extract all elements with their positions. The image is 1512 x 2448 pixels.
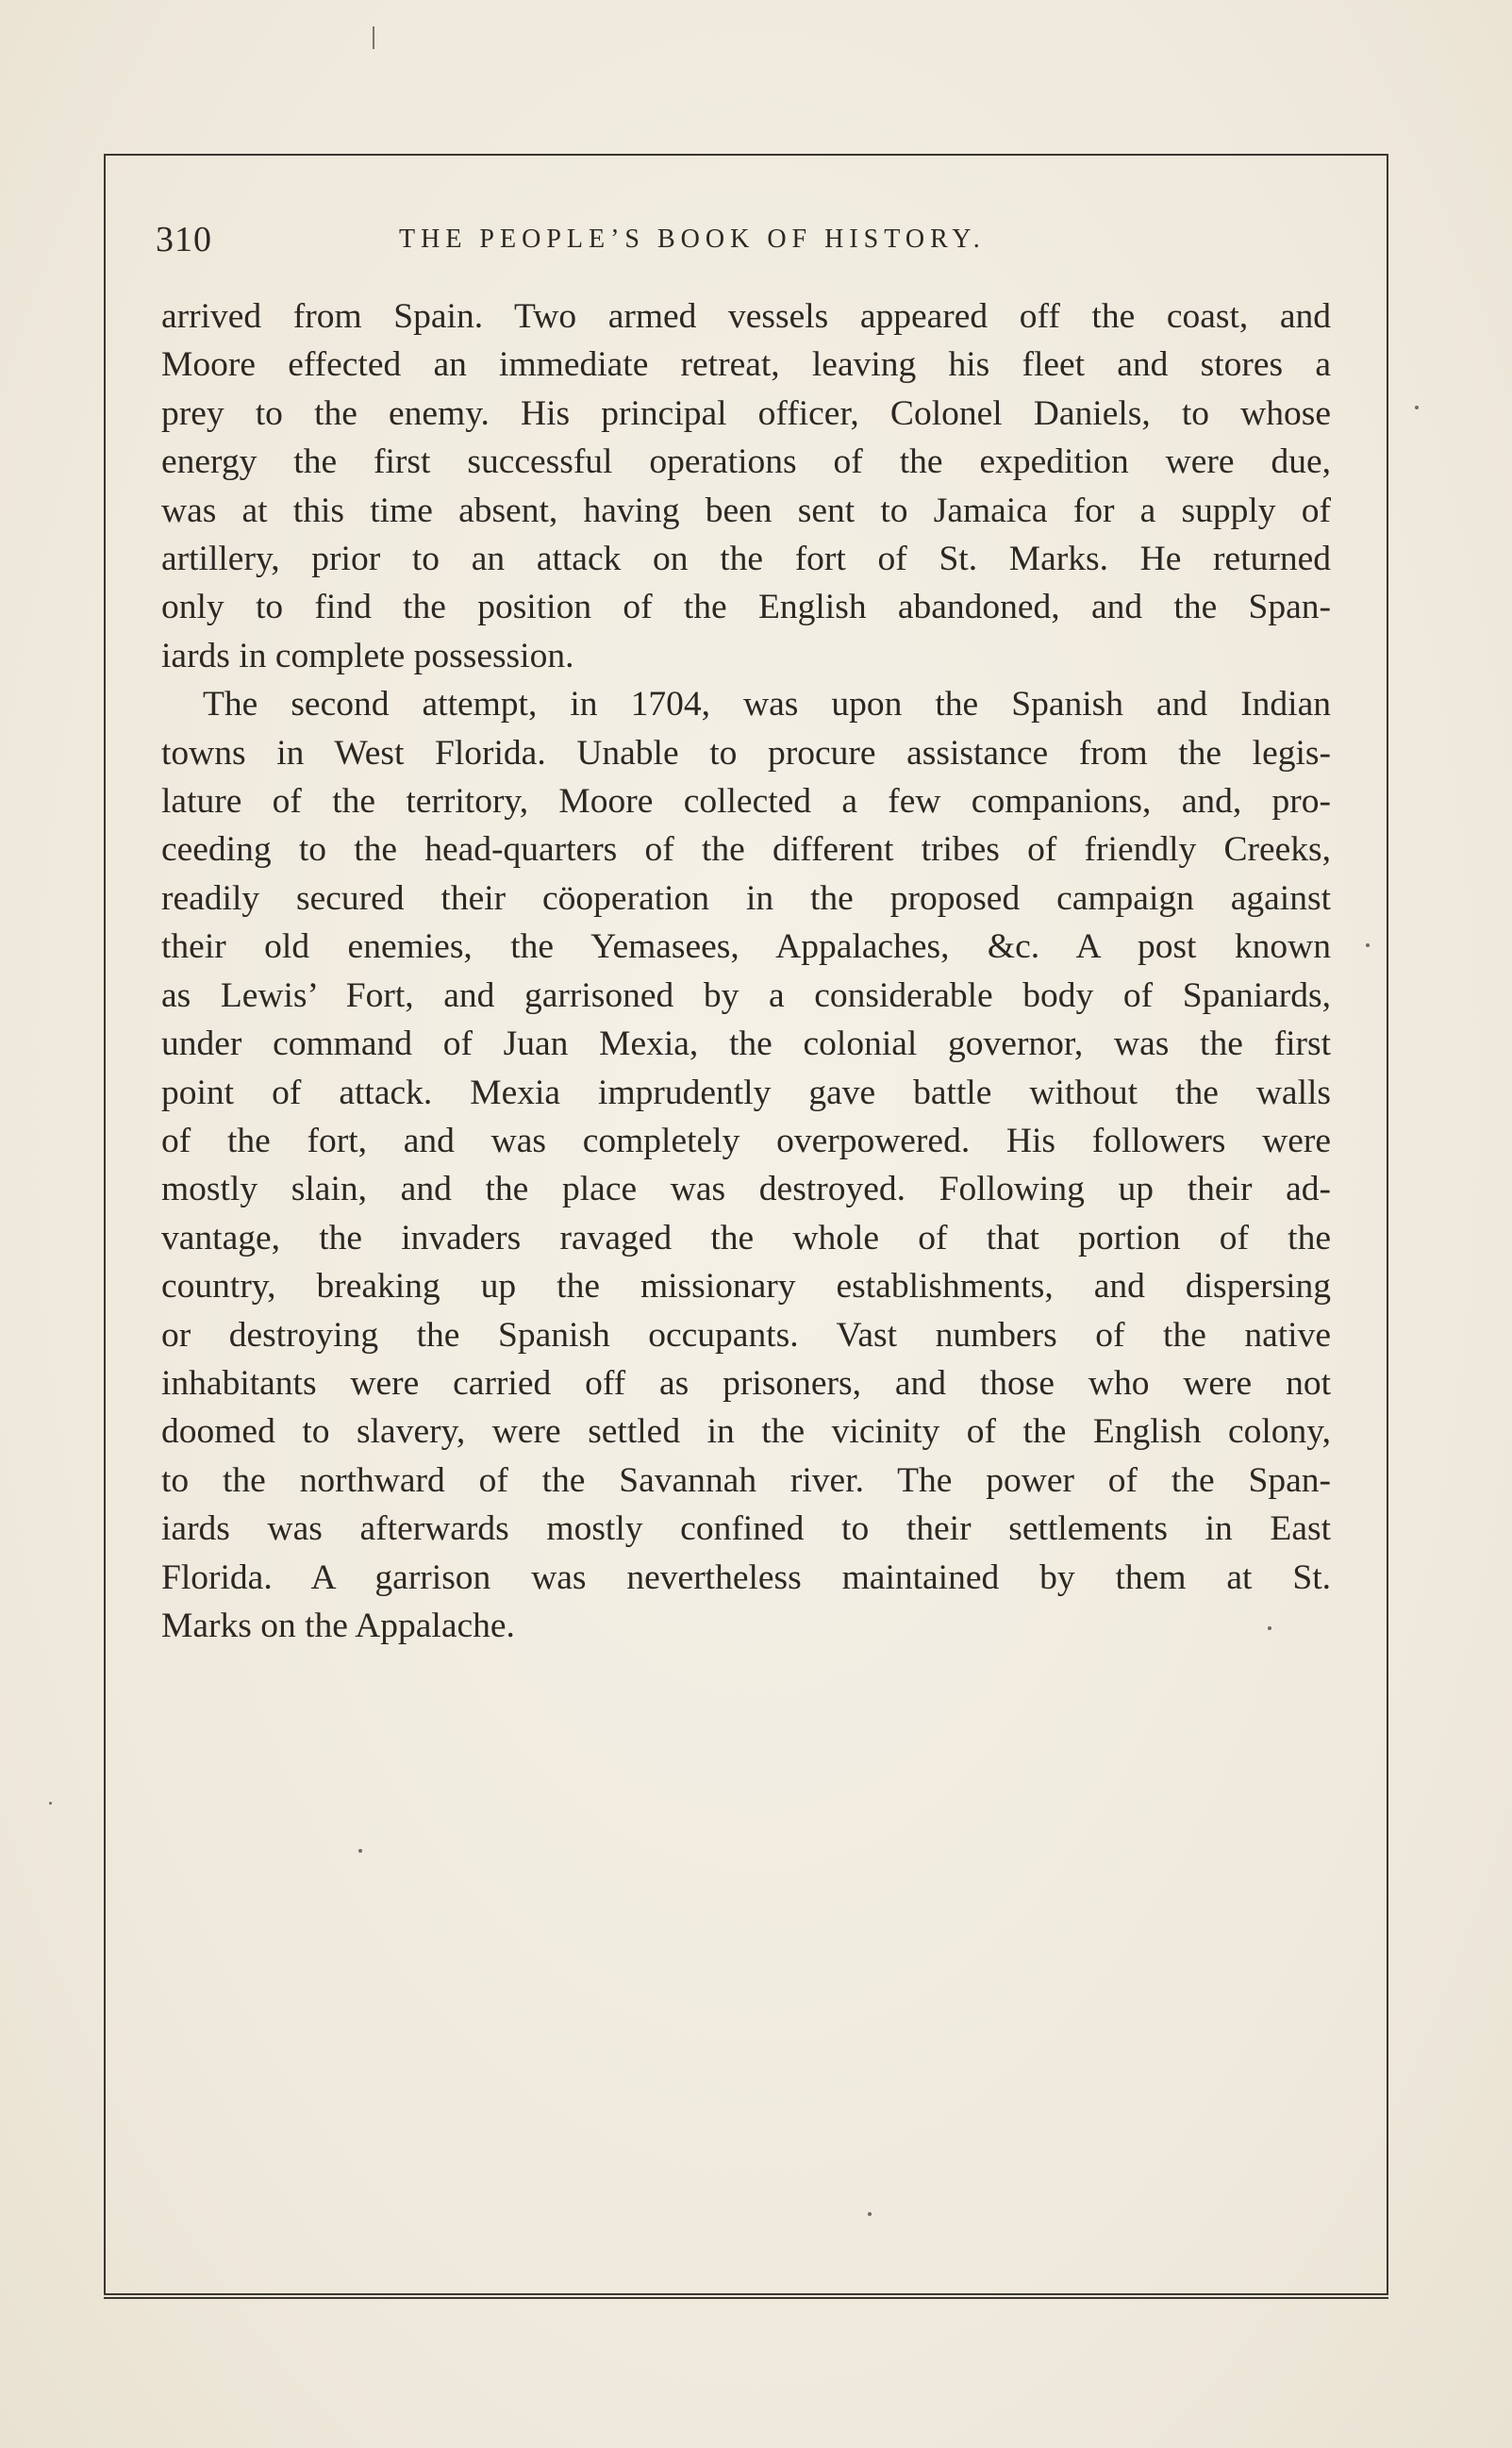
text-line: only to find the position of the English abandoned, and the Span- [161, 588, 1331, 627]
paper-speck [49, 1802, 52, 1805]
text-line: as Lewis’ Fort, and garrisoned by a considerable body of Spaniards, [161, 975, 1331, 1015]
scan-mark [373, 26, 374, 49]
text-line: prey to the enemy. His principal officer, Colonel Daniels, to whose [161, 393, 1331, 433]
text-line: inhabitants were carried off as prisoners, and those who were not [161, 1363, 1331, 1403]
text-line: arrived from Spain. Two armed vessels appeared off the coast, and [161, 297, 1331, 336]
text-line: their old enemies, the Yemasees, Appalaches, &c. A post known [161, 927, 1331, 967]
text-line: under command of Juan Mexia, the colonial governor, was the first [161, 1024, 1331, 1064]
paper-speck [1415, 406, 1419, 409]
text-line: country, breaking up the missionary establishments, and dispersing [161, 1267, 1331, 1307]
paper-speck [868, 2212, 872, 2216]
text-line: Florida. A garrison was nevertheless maintained by them at St. [161, 1557, 1331, 1597]
text-line: The second attempt, in 1704, was upon the Spanish and Indian [203, 685, 1331, 724]
body-text [161, 292, 1331, 1650]
text-line: ceeding to the head-quarters of the different tribes of friendly Creeks, [161, 830, 1331, 870]
text-line: mostly slain, and the place was destroyed. Following up their ad- [161, 1170, 1331, 1209]
page-header [156, 219, 1339, 275]
text-line: artillery, prior to an attack on the fort of St. Marks. He returned [161, 540, 1331, 579]
text-line: doomed to slavery, were settled in the vicinity of the English colony, [161, 1412, 1331, 1452]
text-line: to the northward of the Savannah river. The power of the Span- [161, 1460, 1331, 1500]
page-number: 310 [156, 220, 212, 259]
text-line: iards in complete possession. [161, 636, 574, 675]
text-line: iards was afterwards mostly confined to their settlements in East [161, 1509, 1331, 1549]
text-line: point of attack. Mexia imprudently gave battle without the walls [161, 1073, 1331, 1112]
text-line: was at this time absent, having been sent to Jamaica for a supply of [161, 491, 1331, 530]
text-line: vantage, the invaders ravaged the whole of that portion of the [161, 1218, 1331, 1257]
text-line: lature of the territory, Moore collected a few companions, and, pro- [161, 782, 1331, 822]
text-line: Marks on the Appalache. [161, 1606, 515, 1645]
paper-speck [1366, 943, 1370, 947]
text-line: Moore effected an immediate retreat, leaving his fleet and stores a [161, 345, 1331, 385]
text-line: energy the first successful operations of the expedition were due, [161, 442, 1331, 482]
text-line: readily secured their cöoperation in the proposed campaign against [161, 878, 1331, 918]
paper-speck [1268, 1626, 1271, 1630]
text-line: towns in West Florida. Unable to procure assistance from the legis- [161, 733, 1331, 773]
paper-speck [358, 1849, 362, 1853]
text-line: of the fort, and was completely overpowered. His followers were [161, 1121, 1331, 1160]
text-line: or destroying the Spanish occupants. Vast numbers of the native [161, 1315, 1331, 1355]
running-title: THE PEOPLE’S BOOK OF HISTORY. [399, 225, 986, 254]
